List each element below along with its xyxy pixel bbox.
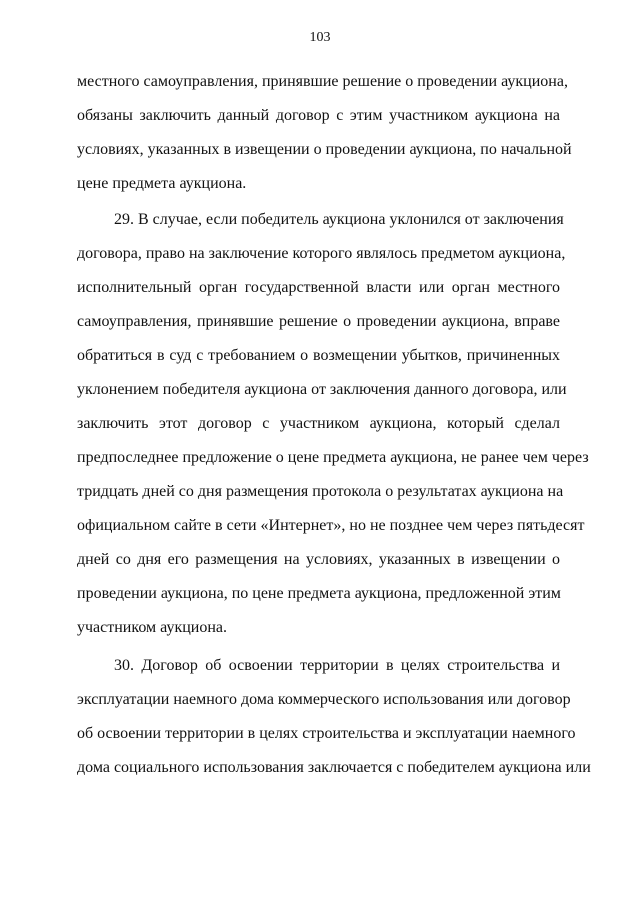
text-line: участником аукциона. — [77, 619, 227, 636]
text-line: самоуправления, принявшие решение о проведении аукциона, вправе — [77, 313, 560, 330]
text-line: исполнительный орган государственной власти или орган местного — [77, 279, 560, 296]
text-line: местного самоуправления, принявшие решение о проведении аукциона, — [77, 73, 568, 90]
text-line: договора, право на заключение которого являлось предметом аукциона, — [77, 245, 566, 262]
text-line: уклонением победителя аукциона от заключения данного договора, или — [77, 381, 567, 398]
text-line: официальном сайте в сети «Интернет», но не позднее чем через пятьдесят — [77, 517, 585, 534]
text-line: дней со дня его размещения на условиях, указанных в извещении о — [77, 551, 560, 568]
text-line: обязаны заключить данный договор с этим участником аукциона на — [77, 107, 560, 124]
text-line: эксплуатации наемного дома коммерческого использования или договор — [77, 691, 571, 708]
text-line: цене предмета аукциона. — [77, 175, 247, 192]
text-line: дома социального использования заключается с победителем аукциона или — [77, 759, 591, 776]
text-line: условиях, указанных в извещении о проведении аукциона, по начальной — [77, 141, 572, 158]
text-line: обратиться в суд с требованием о возмещении убытков, причиненных — [77, 347, 560, 364]
page-number: 103 — [309, 30, 331, 45]
text-line: заключить этот договор с участником аукциона, который сделал — [77, 415, 560, 432]
paragraph-29-first-line: 29. В случае, если победитель аукциона уклонился от заключения — [114, 211, 564, 228]
paragraph-30-first-line: 30. Договор об освоении территории в целях строительства и — [114, 657, 560, 674]
text-line: проведении аукциона, по цене предмета аукциона, предложенной этим — [77, 585, 561, 602]
text-line: тридцать дней со дня размещения протокола о результатах аукциона на — [77, 483, 564, 500]
text-line: предпоследнее предложение о цене предмета аукциона, не ранее чем через — [77, 449, 589, 466]
text-line: об освоении территории в целях строительства и эксплуатации наемного — [77, 725, 576, 742]
